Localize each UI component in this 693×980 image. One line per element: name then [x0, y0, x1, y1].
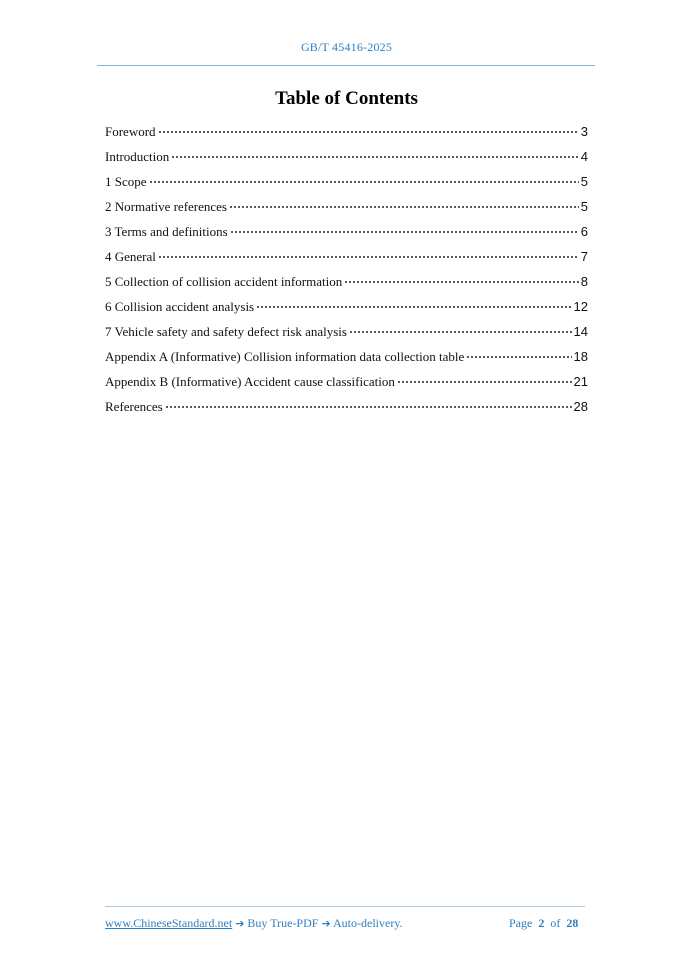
- document-code: GB/T 45416-2025: [300, 40, 393, 54]
- of-word: of: [550, 916, 561, 930]
- toc-entry-appendix-b[interactable]: [105, 372, 588, 397]
- dot-leader: [344, 281, 579, 283]
- toc-entry-label: References: [105, 399, 163, 414]
- toc-entry-label: 7 Vehicle safety and safety defect risk analysis: [105, 324, 347, 339]
- dot-leader: [158, 131, 579, 133]
- header-divider: [97, 65, 595, 66]
- toc-entry-label: 6 Collision accident analysis: [105, 299, 255, 314]
- toc-entry-label: Introduction: [105, 149, 170, 164]
- toc-entry-collision-information[interactable]: [105, 272, 588, 297]
- delivery-text: Auto-delivery.: [333, 916, 403, 930]
- toc-entry-label: 2 Normative references: [105, 199, 227, 214]
- toc-entry-page: 28: [573, 399, 588, 414]
- page-number: [509, 916, 578, 931]
- dot-leader: [229, 206, 579, 208]
- dot-leader: [349, 331, 572, 333]
- toc-entry-collision-analysis[interactable]: [105, 297, 588, 322]
- toc-entry-page: 8: [580, 274, 588, 289]
- toc-entry-page: 5: [580, 199, 588, 214]
- buy-text: Buy True-PDF: [247, 916, 319, 930]
- toc-entry-introduction[interactable]: [105, 147, 588, 172]
- toc-entry-appendix-a[interactable]: [105, 347, 588, 372]
- toc-entry-label: 1 Scope: [105, 174, 147, 189]
- toc-entry-vehicle-safety[interactable]: [105, 322, 588, 347]
- toc-entry-label: Foreword: [105, 124, 156, 139]
- toc-entry-label: 4 General: [105, 249, 156, 264]
- toc-entry-page: 21: [573, 374, 588, 389]
- toc-entry-page: 12: [573, 299, 588, 314]
- dot-leader: [230, 231, 579, 233]
- toc-title: Table of Contents: [275, 88, 418, 109]
- dot-leader: [466, 356, 571, 358]
- dot-leader: [397, 381, 572, 383]
- toc-entry-foreword[interactable]: [105, 122, 588, 147]
- toc-entry-page: 14: [573, 324, 588, 339]
- toc-entry-general[interactable]: [105, 247, 588, 272]
- toc-entry-page: 5: [580, 174, 588, 189]
- toc-entry-scope[interactable]: [105, 172, 588, 197]
- footer-promo: [105, 916, 403, 931]
- toc-entry-page: 6: [580, 224, 588, 239]
- toc-entry-page: 7: [580, 249, 588, 264]
- arrow-right-icon: ➔: [321, 917, 331, 930]
- footer-divider: [105, 906, 585, 907]
- toc-entry-page: 18: [573, 349, 588, 364]
- toc-list: [105, 122, 588, 422]
- toc-entry-label: 3 Terms and definitions: [105, 224, 228, 239]
- dot-leader: [149, 181, 579, 183]
- page-total: 28: [566, 916, 579, 930]
- dot-leader: [158, 256, 579, 258]
- toc-entry-label: Appendix A (Informative) Collision information data collection table: [105, 349, 465, 364]
- dot-leader: [165, 406, 572, 408]
- toc-entry-label: 5 Collection of collision accident information: [105, 274, 343, 289]
- toc-entry-page: 3: [580, 124, 588, 139]
- dot-leader: [256, 306, 571, 308]
- toc-entry-normative-references[interactable]: [105, 197, 588, 222]
- page-word: Page: [509, 916, 533, 930]
- site-link[interactable]: www.ChineseStandard.net: [105, 916, 233, 930]
- dot-leader: [171, 156, 579, 158]
- toc-entry-label: Appendix B (Informative) Accident cause classification: [105, 374, 395, 389]
- arrow-right-icon: ➔: [235, 917, 245, 930]
- toc-entry-terms-and-definitions[interactable]: [105, 222, 588, 247]
- page-current: 2: [538, 916, 545, 930]
- toc-entry-references[interactable]: [105, 397, 588, 422]
- toc-entry-page: 4: [580, 149, 588, 164]
